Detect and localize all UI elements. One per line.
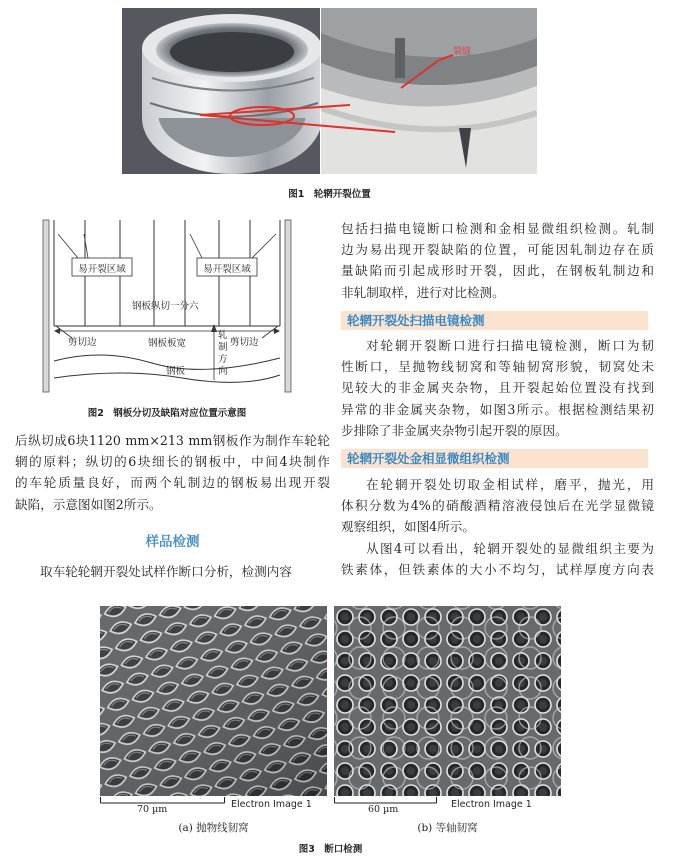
- width-label: 钢板板宽: [148, 338, 187, 349]
- right-intro-paragraph: [341, 218, 654, 303]
- sem-image-parabolic-dimples: [100, 606, 327, 796]
- text-line: 在轮辋开裂处切取金相试样，磨平，抛光，用: [366, 477, 654, 492]
- crack-pointer-arrow: [200, 90, 400, 150]
- scale-a-label: 70 µm: [137, 804, 168, 815]
- electron-image-b-label: Electron Image 1: [451, 799, 532, 810]
- subcaption-b: (b) 等轴韧窝: [417, 822, 478, 834]
- text-line: 异常的非金属夹杂物，如图3所示。根据检测结果初: [341, 401, 654, 417]
- direction-label: 轧制方向: [218, 330, 228, 377]
- text-line: 观察组织，如图4所示。: [341, 519, 475, 535]
- text-line: 铁素体，但铁素体的大小不均匀，试样厚度方向表: [341, 561, 654, 577]
- zone-left-label: 易开裂区域: [78, 264, 126, 275]
- electron-image-a-label: Electron Image 1: [231, 799, 312, 810]
- left-section-paragraph: [15, 561, 330, 582]
- text-line: 包括扫描电镜断口检测和金相显微组织检测。轧制: [341, 221, 654, 236]
- left-paragraph: [15, 430, 330, 515]
- text-line: 边为易出现开裂缺陷的位置，可能因轧制边存在质: [341, 242, 654, 258]
- figure2-diagram: [42, 218, 292, 398]
- text-line: 缺陷，示意图如图2所示。: [15, 496, 162, 512]
- edge-left-label: 剪切边: [68, 337, 97, 348]
- slit-label: 钢板纵切一分六: [132, 301, 199, 312]
- right-sem-paragraph: [341, 335, 654, 441]
- subheading-metallography: 轮辋开裂处金相显微组织检测: [341, 449, 648, 468]
- text-line: 后纵切成6块1120 mm×213 mm钢板作为制作车轮轮: [15, 433, 330, 448]
- sem-image-equiaxed-dimples: [334, 606, 561, 796]
- text-line: 量缺陷而引起成形时开裂，因此，在钢板轧制边和: [341, 263, 654, 279]
- figure2-caption: 图2 钢板分切及缺陷对应位置示意图: [87, 408, 247, 419]
- text-line: 性断口，呈抛物线韧窝和等轴韧窝形貌，韧窝处未: [341, 359, 654, 375]
- section-title: 样品检测: [145, 534, 200, 550]
- text-line: 见较大的非金属夹杂物，且开裂起始位置没有找到: [341, 380, 654, 396]
- text-line: 从图4可以看出，轮辋开裂处的显微组织主要为: [366, 540, 654, 556]
- figure3-caption: 图3 断口检测: [298, 844, 363, 855]
- figure1-caption: 图1 轮辋开裂位置: [288, 189, 371, 200]
- right-metallography-paragraph: [341, 474, 654, 580]
- subheading-sem: 轮辋开裂处扫描电镜检测: [341, 311, 648, 330]
- crack-label: 裂缝: [453, 47, 472, 57]
- text-line: 的车轮质量良好，而两个轧制边的钢板易出现开裂: [15, 475, 330, 491]
- text-line: 非轧制取样，进行对比检测。: [341, 284, 505, 300]
- zone-right-label: 易开裂区域: [203, 264, 251, 275]
- scale-b-label: 60 µm: [368, 804, 399, 815]
- text-line: 体积分数为4%的硝酸酒精溶液侵蚀后在光学显微镜: [341, 498, 654, 514]
- text-line: 对轮辋开裂断口进行扫描电镜检测，断口为韧: [366, 338, 654, 353]
- subcaption-a: (a) 抛物线韧窝: [178, 822, 249, 834]
- plate-label: 钢板: [166, 366, 186, 377]
- text-line: 取车轮轮辋开裂处试样作断口分析，检测内容: [40, 564, 292, 579]
- text-line: 辋的原料；纵切的6块细长的钢板中，中间4块制作: [15, 454, 330, 470]
- edge-right-label: 剪切边: [230, 337, 259, 348]
- text-line: 步排除了非金属夹杂物引起开裂的原因。: [341, 422, 568, 438]
